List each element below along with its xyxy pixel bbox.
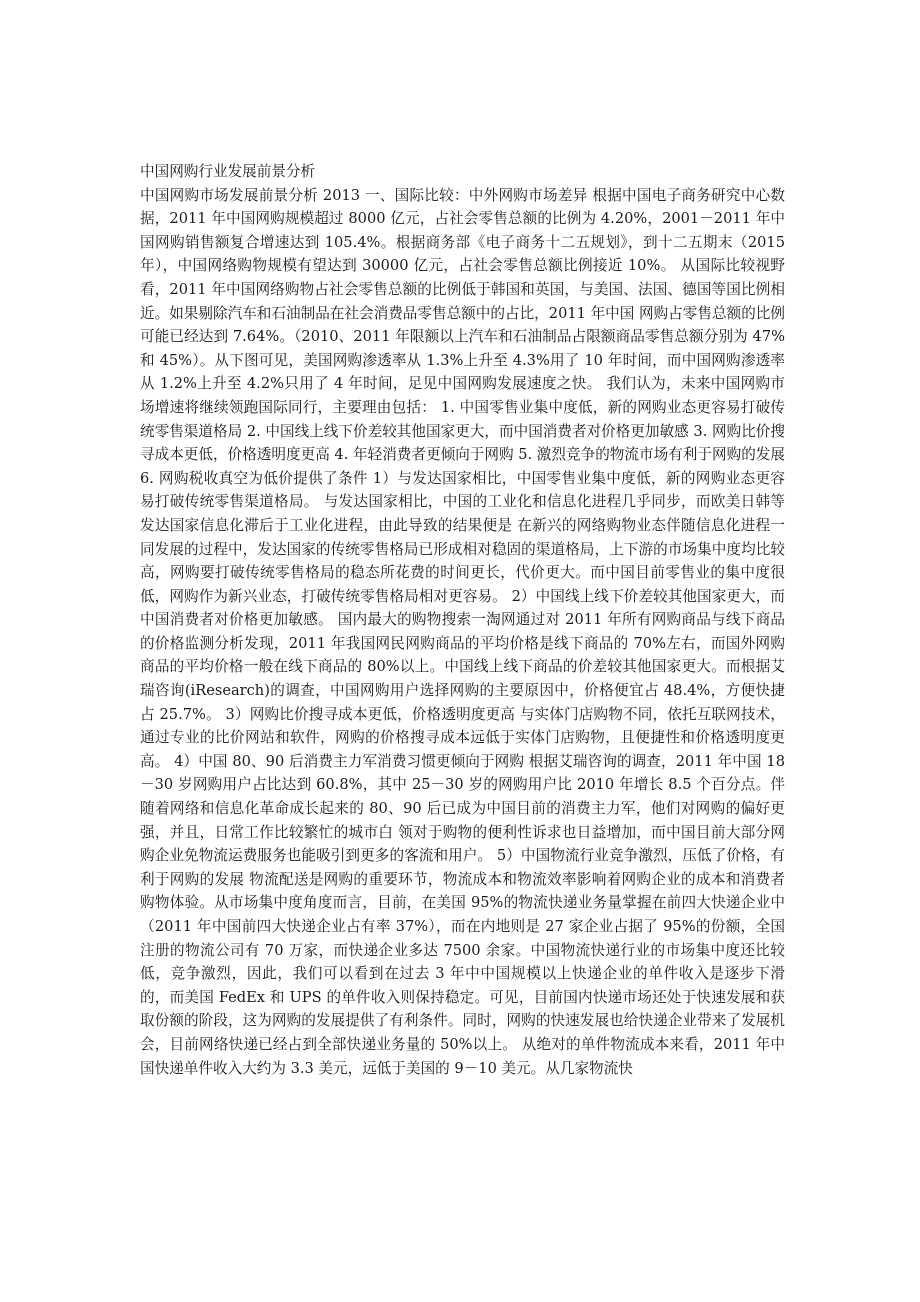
document-title: 中国网购行业发展前景分析 [140, 163, 316, 180]
document-content [140, 160, 785, 1080]
document-body-paragraph: 中国网购市场发展前景分析 2013 一、国际比较：中外网购市场差异 根据中国电子商务研究中心数据，2011 年中国网购规模超过 8000 亿元，占社会零售总额的比例为 4.20%，2001－2011 年中国网购销售额复合增速达到 105.4%。根据商务部《电子商务十二五规划》，到十二五期末（2015 年），中国网络购物规模有望达到 30000 亿元，占社会零售总额比例接近 10%。 从国际比较视野看，2011 年中国网络购物占社会零售总额的比例低于韩国和英国，与美国、法国、德国等国比例相近。如果剔除汽车和石油制品在社会消费品零售总额中的占比，2011 年中国 网购占零售总额的比例可能已经达到 7.64%。（2010、2011 年限额以上汽车和石油制品占限额商品零售总额分别为 47%和 45%）。从下图可见，美国网购渗透率从 1.3%上升至 4.3%用了 10 年时间，而中国网购渗透率从 1.2%上升至 4.2%只用了 4 年时间，足见中国网购发展速度之快。 我们认为，未来中国网购市场增速将继续领跑国际同行，主要理由包括： 1. 中国零售业集中度低，新的网购业态更容易打破传统零售渠道格局 2. 中国线上线下价差较其他国家更大，而中国消费者对价格更加敏感 3. 网购比价搜寻成本更低，价格透明度更高 4. 年轻消费者更倾向于网购 5. 激烈竞争的物流市场有利于网购的发展 6. 网购税收真空为低价提供了条件 1）与发达国家相比，中国零售业集中度低，新的网购业态更容易打破传统零售渠道格局。 与发达国家相比，中国的工业化和信息化进程几乎同步，而欧美日韩等发达国家信息化滞后于工业化进程，由此导致的结果便是 在新兴的网络购物业态伴随信息化进程一同发展的过程中，发达国家的传统零售格局已形成相对稳固的渠道格局，上下游的市场集中度均比较高，网购要打破传统零售格局的稳态所花费的时间更长，代价更大。而中国目前零售业的集中度很低，网购作为新兴业态，打破传统零售格局相对更容易。 2）中国线上线下价差较其他国家更大，而中国消费者对价格更加敏感。 国内最大的购物搜索一淘网通过对 2011 年所有网购商品与线下商品的价格监测分析发现，2011 年我国网民网购商品的平均价格是线下商品的 70%左右，而国外网购商品的平均价格一般在线下商品的 80%以上。中国线上线下商品的价差较其他国家更大。而根据艾瑞咨询(iResearch)的调查，中国网购用户选择网购的主要原因中，价格便宜占 48.4%，方便快捷占 25.7%。 3）网购比价搜寻成本更低，价格透明度更高 与实体门店购物不同，依托互联网技术，通过专业的比价网站和软件，网购的价格搜寻成本远低于实体门店购物，且便捷性和价格透明度更高。 4）中国 80、90 后消费主力军消费习惯更倾向于网购 根据艾瑞咨询的调查，2011 年中国 18－30 岁网购用户占比达到 60.8%，其中 25－30 岁的网购用户比 2010 年增长 8.5 个百分点。伴随着网络和信息化革命成长起来的 80、90 后已成为中国目前的消费主力军，他们对网购的偏好更强，并且，日常工作比较繁忙的城市白 领对于购物的便利性诉求也日益增加，而中国目前大部分网购企业免物流运费服务也能吸引到更多的客流和用户。 5）中国物流行业竞争激烈，压低了价格，有利于网购的发展 物流配送是网购的重要环节，物流成本和物流效率影响着网购企业的成本和消费者购物体验。从市场集中度角度而言，目前，在美国 95%的物流快递业务量掌握在前四大快递企业中（2011 年中国前四大快递企业占有率 37%），而在内地则是 27 家企业占据了 95%的份额，全国注册的物流公司有 70 万家，而快递企业多达 7500 余家。中国物流快递行业的市场集中度还比较低，竞争激烈，因此，我们可以看到在过去 3 年中中国规模以上快递企业的单件收入是逐步下滑的，而美国 FedEx 和 UPS 的单件收入则保持稳定。可见，目前国内快递市场还处于快速发展和获取份额的阶段，这为网购的发展提供了有利条件。同时，网购的快速发展也给快递企业带来了发展机会，目前网络快递已经占到全部快递业务量的 50%以上。 从绝对的单件物流成本来看，2011 年中国快递单件收入大约为 3.3 美元，远低于美国的 9－10 美元。从几家物流快 [140, 186, 785, 1077]
